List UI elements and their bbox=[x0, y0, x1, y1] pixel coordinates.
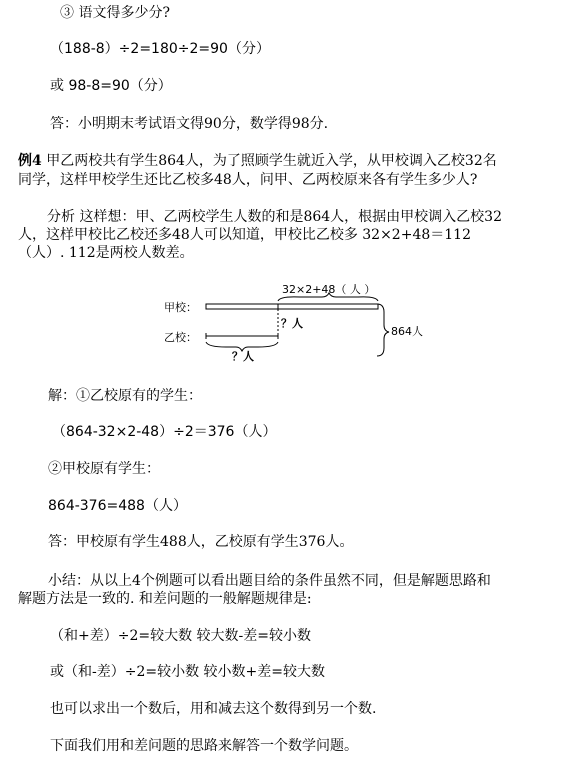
total-label: 864人 bbox=[391, 325, 423, 338]
label-school-b: 乙校： bbox=[164, 331, 197, 344]
analysis-line-1: 分析 这样想：甲、乙两校学生人数的和是864人，根据由甲校调入乙校32 bbox=[47, 209, 502, 225]
rule-line-2: 或（和-差）÷2=较小数 较小数+差=较大数 bbox=[50, 664, 326, 680]
calc-line-2: 或 98-8=90（分） bbox=[50, 78, 172, 94]
rule-line-1: （和+差）÷2=较大数 较大数-差=较小数 bbox=[50, 628, 312, 644]
solution-line-2: ②甲校原有学生： bbox=[48, 461, 160, 477]
label-school-a: 甲校： bbox=[164, 301, 197, 314]
line-segment-diagram bbox=[0, 280, 570, 365]
solution-calc-1: （864-32×2-48）÷2＝376（人） bbox=[52, 424, 277, 440]
analysis-line-3: （人）. 112是两校人数差。 bbox=[18, 245, 194, 261]
analysis-line-2: 人，这样甲校比乙校还多48人可以知道，甲校比乙校多 32×2+48＝112 bbox=[18, 227, 471, 243]
answer-2: 答：甲校原有学生488人，乙校原有学生376人。 bbox=[48, 534, 354, 550]
question-3: ③ 语文得多少分? bbox=[60, 5, 170, 21]
example-4-line-1 bbox=[18, 152, 497, 170]
solution-line-1: 解：①乙校原有的学生： bbox=[48, 388, 202, 404]
example-text-1: 甲乙两校共有学生864人，为了照顾学生就近入学，从甲校调入乙校32名 bbox=[41, 153, 497, 169]
solution-calc-2: 864-376=488（人） bbox=[48, 498, 187, 514]
note-line: 也可以求出一个数后，用和减去这个数得到另一个数. bbox=[50, 701, 377, 717]
unknown-label-b: ？人 bbox=[232, 350, 254, 363]
closing-line: 下面我们用和差问题的思路来解答一个数学问题。 bbox=[50, 738, 358, 754]
summary-line-2: 解题方法是一致的. 和差问题的一般解题规律是: bbox=[18, 591, 312, 607]
unknown-label-a: ？人 bbox=[281, 317, 303, 330]
example-label: 例4 bbox=[18, 153, 42, 169]
difference-label: 32×2+48（ 人 ） bbox=[282, 283, 376, 296]
total-brace bbox=[377, 304, 389, 356]
example-4-line-2: 同学，这样甲校学生还比乙校多48人，问甲、乙两校原来各有学生多少人? bbox=[18, 172, 478, 188]
segment-school-a bbox=[206, 304, 378, 309]
answer-1: 答：小明期末考试语文得90分，数学得98分. bbox=[50, 116, 329, 132]
calc-line-1: （188-8）÷2=180÷2=90（分） bbox=[50, 41, 270, 57]
summary-line-1: 小结：从以上4个例题可以看出题目给的条件虽然不同，但是解题思路和 bbox=[48, 573, 491, 589]
